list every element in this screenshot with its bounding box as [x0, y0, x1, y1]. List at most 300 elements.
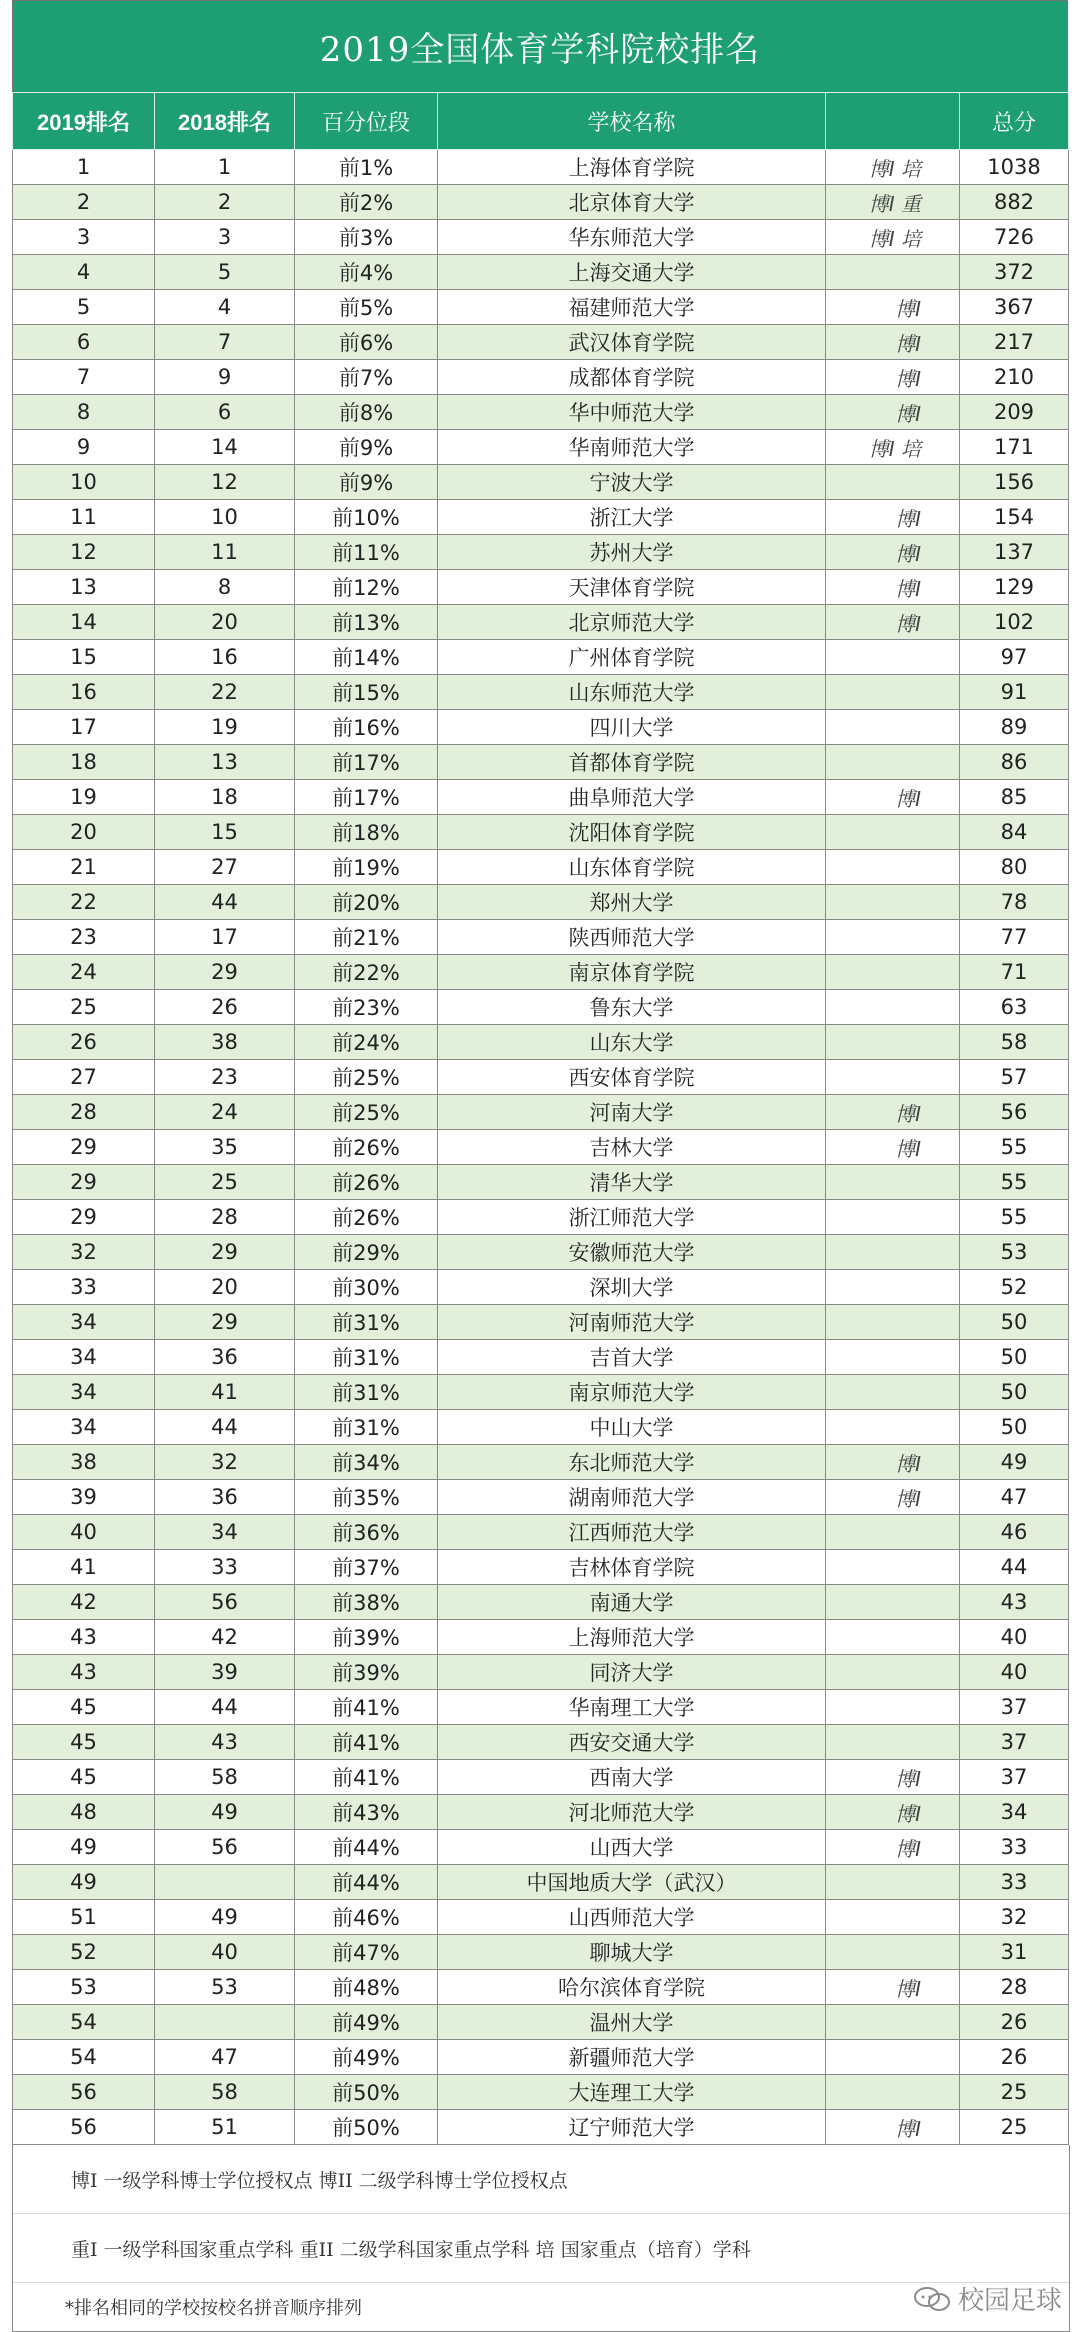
cell-total-score: 71	[960, 955, 1069, 990]
cell-rank-2018: 3	[155, 220, 295, 255]
table-row	[13, 1025, 1069, 1060]
cell-tags	[826, 885, 960, 920]
cell-tags	[826, 1900, 960, 1935]
table-row	[13, 325, 1069, 360]
cell-percentile: 前24%	[295, 1025, 438, 1060]
col-header-2019-rank: 2019排名	[13, 93, 155, 150]
table-row	[13, 815, 1069, 850]
cell-percentile: 前37%	[295, 1550, 438, 1585]
cell-percentile: 前44%	[295, 1865, 438, 1900]
cell-rank-2019: 33	[13, 1270, 155, 1305]
table-row	[13, 570, 1069, 605]
cell-rank-2019: 34	[13, 1375, 155, 1410]
cell-percentile: 前46%	[295, 1900, 438, 1935]
cell-rank-2018: 28	[155, 1200, 295, 1235]
cell-percentile: 前22%	[295, 955, 438, 990]
cell-tags	[826, 850, 960, 885]
cell-school-name: 南通大学	[438, 1585, 826, 1620]
cell-rank-2019: 43	[13, 1620, 155, 1655]
cell-percentile: 前8%	[295, 395, 438, 430]
cell-school-name: 山东师范大学	[438, 675, 826, 710]
cell-tags	[826, 745, 960, 780]
cell-percentile: 前20%	[295, 885, 438, 920]
table-row	[13, 360, 1069, 395]
cell-rank-2019: 27	[13, 1060, 155, 1095]
cell-total-score: 43	[960, 1585, 1069, 1620]
cell-rank-2018: 22	[155, 675, 295, 710]
table-row	[13, 535, 1069, 570]
cell-school-name: 苏州大学	[438, 535, 826, 570]
cell-rank-2018: 20	[155, 605, 295, 640]
cell-total-score: 25	[960, 2075, 1069, 2110]
cell-total-score: 52	[960, 1270, 1069, 1305]
cell-rank-2018: 24	[155, 1095, 295, 1130]
cell-school-name: 华南理工大学	[438, 1690, 826, 1725]
cell-school-name: 河南大学	[438, 1095, 826, 1130]
table-row	[13, 605, 1069, 640]
table-row	[13, 640, 1069, 675]
cell-rank-2019: 29	[13, 1130, 155, 1165]
cell-rank-2018: 29	[155, 1235, 295, 1270]
cell-tags: 博I	[826, 1095, 960, 1130]
cell-rank-2018: 11	[155, 535, 295, 570]
cell-tags	[826, 1200, 960, 1235]
cell-percentile: 前41%	[295, 1760, 438, 1795]
cell-total-score: 210	[960, 360, 1069, 395]
cell-total-score: 56	[960, 1095, 1069, 1130]
cell-rank-2018: 19	[155, 710, 295, 745]
cell-rank-2018: 6	[155, 395, 295, 430]
cell-tags: 博I	[826, 1445, 960, 1480]
cell-total-score: 32	[960, 1900, 1069, 1935]
cell-rank-2018: 42	[155, 1620, 295, 1655]
cell-school-name: 聊城大学	[438, 1935, 826, 1970]
cell-tags: 博I	[826, 1130, 960, 1165]
col-header-2018-rank: 2018排名	[155, 93, 295, 150]
cell-percentile: 前48%	[295, 1970, 438, 2005]
cell-school-name: 华中师范大学	[438, 395, 826, 430]
cell-school-name: 西南大学	[438, 1760, 826, 1795]
table-row	[13, 1515, 1069, 1550]
cell-rank-2018: 9	[155, 360, 295, 395]
cell-rank-2018: 13	[155, 745, 295, 780]
cell-rank-2019: 34	[13, 1410, 155, 1445]
cell-school-name: 郑州大学	[438, 885, 826, 920]
cell-tags: 博I	[826, 1970, 960, 2005]
cell-total-score: 40	[960, 1655, 1069, 1690]
cell-tags: 博I	[826, 1760, 960, 1795]
cell-rank-2018: 15	[155, 815, 295, 850]
cell-school-name: 温州大学	[438, 2005, 826, 2040]
cell-rank-2019: 13	[13, 570, 155, 605]
table-row	[13, 1305, 1069, 1340]
cell-percentile: 前50%	[295, 2075, 438, 2110]
cell-school-name: 浙江大学	[438, 500, 826, 535]
cell-total-score: 80	[960, 850, 1069, 885]
cell-school-name: 清华大学	[438, 1165, 826, 1200]
table-row	[13, 1655, 1069, 1690]
cell-percentile: 前26%	[295, 1200, 438, 1235]
header-row	[13, 93, 1069, 150]
cell-school-name: 鲁东大学	[438, 990, 826, 1025]
cell-tags: 博I	[826, 570, 960, 605]
table-row	[13, 1235, 1069, 1270]
cell-rank-2019: 7	[13, 360, 155, 395]
table-row	[13, 1935, 1069, 1970]
cell-rank-2018: 58	[155, 2075, 295, 2110]
cell-percentile: 前3%	[295, 220, 438, 255]
cell-rank-2019: 5	[13, 290, 155, 325]
cell-rank-2019: 9	[13, 430, 155, 465]
table-row	[13, 1270, 1069, 1305]
table-row	[13, 465, 1069, 500]
cell-total-score: 1038	[960, 150, 1069, 185]
cell-rank-2018: 23	[155, 1060, 295, 1095]
cell-total-score: 31	[960, 1935, 1069, 1970]
cell-total-score: 40	[960, 1620, 1069, 1655]
cell-rank-2019: 54	[13, 2005, 155, 2040]
cell-rank-2018: 1	[155, 150, 295, 185]
cell-percentile: 前17%	[295, 745, 438, 780]
table-row	[13, 1725, 1069, 1760]
cell-tags	[826, 2005, 960, 2040]
cell-rank-2018: 35	[155, 1130, 295, 1165]
cell-school-name: 西安体育学院	[438, 1060, 826, 1095]
cell-total-score: 50	[960, 1340, 1069, 1375]
cell-school-name: 新疆师范大学	[438, 2040, 826, 2075]
cell-rank-2018: 51	[155, 2110, 295, 2145]
cell-school-name: 吉林大学	[438, 1130, 826, 1165]
table-row	[13, 1585, 1069, 1620]
cell-school-name: 上海交通大学	[438, 255, 826, 290]
cell-rank-2018: 25	[155, 1165, 295, 1200]
cell-tags	[826, 1165, 960, 1200]
cell-total-score: 58	[960, 1025, 1069, 1060]
cell-rank-2019: 40	[13, 1515, 155, 1550]
cell-school-name: 深圳大学	[438, 1270, 826, 1305]
cell-rank-2018: 43	[155, 1725, 295, 1760]
cell-rank-2018: 16	[155, 640, 295, 675]
cell-tags: 博I	[826, 360, 960, 395]
cell-percentile: 前9%	[295, 430, 438, 465]
cell-total-score: 26	[960, 2040, 1069, 2075]
cell-rank-2018: 49	[155, 1900, 295, 1935]
cell-percentile: 前10%	[295, 500, 438, 535]
cell-rank-2019: 45	[13, 1690, 155, 1725]
cell-rank-2018: 2	[155, 185, 295, 220]
cell-tags	[826, 990, 960, 1025]
cell-percentile: 前9%	[295, 465, 438, 500]
cell-rank-2019: 20	[13, 815, 155, 850]
cell-percentile: 前11%	[295, 535, 438, 570]
cell-rank-2018: 29	[155, 1305, 295, 1340]
cell-percentile: 前31%	[295, 1340, 438, 1375]
cell-tags	[826, 1515, 960, 1550]
cell-rank-2018: 36	[155, 1480, 295, 1515]
cell-school-name: 宁波大学	[438, 465, 826, 500]
cell-school-name: 江西师范大学	[438, 1515, 826, 1550]
cell-percentile: 前41%	[295, 1725, 438, 1760]
table-row	[13, 1340, 1069, 1375]
cell-total-score: 209	[960, 395, 1069, 430]
cell-tags: 博I	[826, 500, 960, 535]
cell-percentile: 前38%	[295, 1585, 438, 1620]
cell-tags: 博I	[826, 535, 960, 570]
cell-rank-2018	[155, 2005, 295, 2040]
table-row	[13, 990, 1069, 1025]
cell-rank-2018: 53	[155, 1970, 295, 2005]
cell-total-score: 372	[960, 255, 1069, 290]
cell-school-name: 北京师范大学	[438, 605, 826, 640]
cell-tags: 博I	[826, 395, 960, 430]
cell-rank-2019: 29	[13, 1200, 155, 1235]
cell-school-name: 中山大学	[438, 1410, 826, 1445]
table-row	[13, 1375, 1069, 1410]
cell-school-name: 沈阳体育学院	[438, 815, 826, 850]
cell-total-score: 171	[960, 430, 1069, 465]
cell-total-score: 102	[960, 605, 1069, 640]
cell-percentile: 前14%	[295, 640, 438, 675]
cell-school-name: 辽宁师范大学	[438, 2110, 826, 2145]
cell-tags	[826, 1935, 960, 1970]
cell-percentile: 前26%	[295, 1165, 438, 1200]
table-row	[13, 1865, 1069, 1900]
cell-percentile: 前25%	[295, 1060, 438, 1095]
cell-total-score: 50	[960, 1410, 1069, 1445]
cell-rank-2019: 17	[13, 710, 155, 745]
cell-tags	[826, 1410, 960, 1445]
cell-total-score: 46	[960, 1515, 1069, 1550]
table-row	[13, 1165, 1069, 1200]
cell-rank-2019: 54	[13, 2040, 155, 2075]
cell-rank-2019: 45	[13, 1760, 155, 1795]
cell-percentile: 前44%	[295, 1830, 438, 1865]
cell-tags: 博I 重	[826, 185, 960, 220]
cell-tags	[826, 1270, 960, 1305]
cell-percentile: 前17%	[295, 780, 438, 815]
cell-rank-2019: 23	[13, 920, 155, 955]
table-row	[13, 220, 1069, 255]
ranking-sheet	[12, 0, 1068, 2332]
cell-rank-2018: 20	[155, 1270, 295, 1305]
cell-tags	[826, 640, 960, 675]
cell-rank-2018: 4	[155, 290, 295, 325]
cell-rank-2019: 56	[13, 2110, 155, 2145]
cell-rank-2019: 52	[13, 1935, 155, 1970]
cell-rank-2019: 15	[13, 640, 155, 675]
cell-rank-2018: 38	[155, 1025, 295, 1060]
cell-school-name: 上海师范大学	[438, 1620, 826, 1655]
note-ordering: *排名相同的学校按校名拼音顺序排列	[65, 2298, 362, 2319]
cell-rank-2019: 39	[13, 1480, 155, 1515]
cell-percentile: 前13%	[295, 605, 438, 640]
cell-total-score: 882	[960, 185, 1069, 220]
cell-tags	[826, 1550, 960, 1585]
cell-rank-2018: 29	[155, 955, 295, 990]
table-row	[13, 1410, 1069, 1445]
cell-tags	[826, 1865, 960, 1900]
table-row	[13, 1760, 1069, 1795]
cell-tags	[826, 1690, 960, 1725]
cell-total-score: 25	[960, 2110, 1069, 2145]
table-row	[13, 1690, 1069, 1725]
cell-school-name: 成都体育学院	[438, 360, 826, 395]
cell-school-name: 吉林体育学院	[438, 1550, 826, 1585]
cell-school-name: 山东体育学院	[438, 850, 826, 885]
cell-rank-2019: 41	[13, 1550, 155, 1585]
col-header-total-score: 总分	[960, 93, 1069, 150]
cell-school-name: 大连理工大学	[438, 2075, 826, 2110]
cell-total-score: 50	[960, 1375, 1069, 1410]
cell-percentile: 前2%	[295, 185, 438, 220]
cell-school-name: 首都体育学院	[438, 745, 826, 780]
cell-rank-2019: 28	[13, 1095, 155, 1130]
cell-total-score: 89	[960, 710, 1069, 745]
cell-rank-2018: 5	[155, 255, 295, 290]
cell-total-score: 28	[960, 1970, 1069, 2005]
table-row	[13, 1445, 1069, 1480]
cell-tags	[826, 1725, 960, 1760]
table-row	[13, 1550, 1069, 1585]
cell-rank-2018: 44	[155, 885, 295, 920]
cell-tags: 博I 培	[826, 220, 960, 255]
cell-rank-2018: 14	[155, 430, 295, 465]
cell-rank-2019: 53	[13, 1970, 155, 2005]
cell-rank-2019: 42	[13, 1585, 155, 1620]
cell-rank-2019: 14	[13, 605, 155, 640]
cell-total-score: 47	[960, 1480, 1069, 1515]
cell-rank-2018: 17	[155, 920, 295, 955]
cell-rank-2018: 49	[155, 1795, 295, 1830]
table-row	[13, 1480, 1069, 1515]
cell-total-score: 55	[960, 1130, 1069, 1165]
cell-rank-2018: 10	[155, 500, 295, 535]
cell-percentile: 前41%	[295, 1690, 438, 1725]
cell-tags	[826, 1305, 960, 1340]
cell-school-name: 山西师范大学	[438, 1900, 826, 1935]
cell-tags: 博I	[826, 605, 960, 640]
cell-rank-2019: 1	[13, 150, 155, 185]
cell-percentile: 前6%	[295, 325, 438, 360]
cell-school-name: 河北师范大学	[438, 1795, 826, 1830]
table-row	[13, 1200, 1069, 1235]
cell-rank-2018: 41	[155, 1375, 295, 1410]
cell-total-score: 26	[960, 2005, 1069, 2040]
cell-school-name: 安徽师范大学	[438, 1235, 826, 1270]
cell-total-score: 77	[960, 920, 1069, 955]
table-row	[13, 2005, 1069, 2040]
cell-tags: 博I	[826, 1795, 960, 1830]
table-row	[13, 1830, 1069, 1865]
cell-total-score: 53	[960, 1235, 1069, 1270]
cell-tags: 博I 培	[826, 430, 960, 465]
page-title: 2019全国体育学科院校排名	[12, 0, 1068, 92]
cell-rank-2019: 3	[13, 220, 155, 255]
cell-percentile: 前29%	[295, 1235, 438, 1270]
cell-rank-2019: 16	[13, 675, 155, 710]
chat-bubbles-icon	[912, 2285, 952, 2313]
cell-tags: 博I	[826, 1480, 960, 1515]
cell-total-score: 37	[960, 1725, 1069, 1760]
cell-total-score: 137	[960, 535, 1069, 570]
cell-rank-2018: 8	[155, 570, 295, 605]
cell-total-score: 156	[960, 465, 1069, 500]
cell-percentile: 前12%	[295, 570, 438, 605]
cell-percentile: 前36%	[295, 1515, 438, 1550]
table-row	[13, 1060, 1069, 1095]
cell-tags: 博I	[826, 780, 960, 815]
table-row	[13, 2075, 1069, 2110]
cell-tags	[826, 675, 960, 710]
table-row	[13, 395, 1069, 430]
cell-total-score: 33	[960, 1830, 1069, 1865]
table-row	[13, 1130, 1069, 1165]
cell-total-score: 50	[960, 1305, 1069, 1340]
cell-rank-2018: 44	[155, 1410, 295, 1445]
note-key-discipline: 重I 一级学科国家重点学科 重II 二级学科国家重点学科 培 国家重点（培育）学科	[13, 2214, 1069, 2283]
cell-rank-2018: 40	[155, 1935, 295, 1970]
cell-total-score: 86	[960, 745, 1069, 780]
cell-rank-2018: 26	[155, 990, 295, 1025]
table-body	[13, 150, 1069, 2145]
cell-rank-2019: 22	[13, 885, 155, 920]
table-row	[13, 1620, 1069, 1655]
table-row	[13, 430, 1069, 465]
cell-rank-2018: 33	[155, 1550, 295, 1585]
cell-rank-2019: 49	[13, 1830, 155, 1865]
cell-school-name: 华东师范大学	[438, 220, 826, 255]
cell-percentile: 前43%	[295, 1795, 438, 1830]
cell-rank-2018: 47	[155, 2040, 295, 2075]
col-header-school-name: 学校名称	[438, 93, 826, 150]
cell-tags	[826, 955, 960, 990]
cell-percentile: 前47%	[295, 1935, 438, 1970]
cell-percentile: 前21%	[295, 920, 438, 955]
cell-percentile: 前7%	[295, 360, 438, 395]
cell-percentile: 前4%	[295, 255, 438, 290]
table-row	[13, 2110, 1069, 2145]
cell-rank-2019: 10	[13, 465, 155, 500]
cell-school-name: 华南师范大学	[438, 430, 826, 465]
cell-percentile: 前5%	[295, 290, 438, 325]
cell-percentile: 前18%	[295, 815, 438, 850]
cell-rank-2018: 56	[155, 1585, 295, 1620]
table-row	[13, 675, 1069, 710]
cell-percentile: 前15%	[295, 675, 438, 710]
cell-percentile: 前39%	[295, 1620, 438, 1655]
table-row	[13, 185, 1069, 220]
cell-percentile: 前31%	[295, 1375, 438, 1410]
cell-school-name: 西安交通大学	[438, 1725, 826, 1760]
cell-tags	[826, 815, 960, 850]
table-row	[13, 290, 1069, 325]
cell-total-score: 57	[960, 1060, 1069, 1095]
cell-tags	[826, 1025, 960, 1060]
cell-total-score: 63	[960, 990, 1069, 1025]
cell-rank-2018: 32	[155, 1445, 295, 1480]
cell-total-score: 217	[960, 325, 1069, 360]
cell-rank-2018	[155, 1865, 295, 1900]
cell-tags	[826, 1340, 960, 1375]
cell-tags: 博I	[826, 290, 960, 325]
table-row	[13, 255, 1069, 290]
cell-percentile: 前30%	[295, 1270, 438, 1305]
cell-rank-2019: 25	[13, 990, 155, 1025]
table-row	[13, 780, 1069, 815]
cell-rank-2019: 29	[13, 1165, 155, 1200]
cell-total-score: 85	[960, 780, 1069, 815]
col-header-tags	[826, 93, 960, 150]
